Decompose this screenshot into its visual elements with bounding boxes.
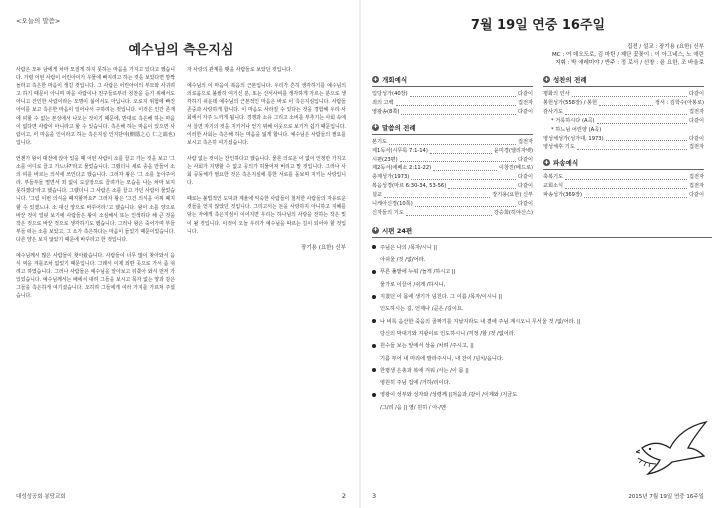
worship-item [372, 138, 533, 147]
psalm-section [372, 226, 704, 414]
dot-leader [410, 96, 516, 97]
dot-leader [565, 114, 687, 115]
worship-item-leader: 다같이 [517, 91, 533, 97]
psalm-line [372, 328, 704, 340]
psalm-heading-text: 시편 24편 [382, 226, 413, 235]
psalm-line [372, 279, 704, 291]
dot-leader [401, 114, 516, 115]
worship-item-title: 입당성가(40장) [372, 91, 408, 97]
psalm-line-text: 인도하시는 길, 언제나 /곧은 /길이요. [380, 306, 464, 313]
psalm-lines [372, 242, 704, 414]
paragraph: 사람은 모두 남에게 차마 모질게 하지 못하는 마음을 가지고 있다고 했습니다. 가령 어떤 사람이 어린아이가 우물에 빠지려고 하는 것을 보았다면 깜짝 놀라고 측은한 마음이 생길 것입니다. 그 사람은 어린아이의 부모와 사귀려고 하기 때문이 아니며 마을 사람이나 친구들로부터 칭찬을 듣기 위해서도 아니고 잔인한 사람이라는 오명이 싫어서도 아닙니다. 오로지 위험에 빠진 아이를 보고 측은한 마음이 일어나서 구하려는 것입니다. 이것은 인간 존재에 피할 수 없는 본성에서 나오는 것이기 때문에, 반대로 측은해 하는 마음이 없다면 사람이 아니라고 할 수 있습니다. 측은해 하는 마음이 있으면 사람이고, 이 마음을 인이라고 하는 측은지심 인지단야(惻隱之心 仁之端也)입니다. [16, 67, 175, 146]
cross-icon: ✚ [373, 124, 378, 131]
cross-icon: ✚ [373, 76, 378, 83]
dot-leader [433, 170, 497, 171]
worship-item [543, 126, 704, 135]
bullet-icon [372, 270, 376, 274]
worship-item-title: * 하느님 어린양 (A곡) [551, 126, 602, 133]
psalm-line [372, 402, 704, 414]
paragraph: 때로는 불법적인 도덕과 계율에 익숙한 사람들이 철저한 사람들의 자유로운 것들을 얻지 않았던 것입니다. 그리고서는 돈을 사랑하지 아니하고 지혜를 닦는 자에게 측은지심이 이어지면 우리는 하나님의 사랑을 전하는 작은 빛이 될 것입니다. 이것이 오늘 우리가 예수님을 따르는 길이 되어야 할 것입니다. [187, 196, 346, 235]
page-number: 3 [372, 492, 377, 500]
worship-item-title: 제1독서(시무룩 7:1-14) [372, 147, 428, 154]
dot-leader [430, 153, 492, 154]
service-credits [372, 43, 704, 67]
psalm-line-text: 영광이 성부와 성자와 /성령께 ||처음과 /같이 /이제와 /지금도 [380, 392, 518, 399]
psalm-line-text: 물가로 이끌어 /쉬게 /하시니, [380, 281, 446, 288]
dot-leader [565, 188, 687, 189]
worship-item-leader: 집전자 [688, 144, 704, 151]
worship-item [372, 182, 533, 191]
worship-item-title: 복음성경(마르 6:30-34, 53-56) [372, 183, 447, 190]
paragraph: 예수님의 이 마음이 복음의 근본입니다. 우리가 흔히 생각하기를 예수님의 의로움으로 불쌍히 여기신 분, 또는 신서사비를 생각하게 가르는 분으로 생각하기 쉬운데 예수님의 근본적인 마음은 바로 이 측은지심입니다. 사람들 존중과 사랑하게 합니다. 이 마음도 사라질 수 있다는 것을 경험해 우리 사회에서 자주 느끼게 됩니다. 경쟁과 소유 그리고 소비를 부추기는 사회 속에서 살면 자기의 것을 지키거나 얻기 위해 이웃으로 보기가 쉽기 때문입니다. 이러한 사회는 측은해 하는 마음을 잃게 합니다. 예수님은 사람들의 필요를 보시고 측은히 여기셨습니다. [187, 83, 346, 146]
worship-item-leader: 다같이 [688, 192, 704, 199]
psalm-line [372, 365, 704, 377]
worship-item-leader: 집전자 [517, 138, 533, 145]
worship-item [543, 191, 704, 200]
worship-item-leader: 윤미경(엘리자벳) [493, 147, 533, 154]
bullet-icon [372, 319, 376, 323]
worship-item [372, 200, 533, 209]
worship-item [372, 99, 533, 108]
psalm-line [372, 353, 704, 365]
dot-leader [597, 123, 687, 124]
dot-leader [389, 144, 516, 145]
sermon-title: 예수님의 측은지심 [128, 43, 234, 58]
bullet-icon [372, 393, 376, 397]
paragraph: 언젠가 왕이 대전에 앉아 있을 때 어떤 사람이 소를 끌고 가는 것을 보고 '그 소를 어디로 끌고 가느냐?'라고 물었습니다. 그랬더니 새로 종을 만들어 소의 피를 바르는 의식에 쓰인다고 했습니다. 그러자 왕은 '그 소를 놓아주어라. 부들부들 떨면서 죄 없이 도살장으로 끌려가는 모습을 나는 차마 보지 못하겠다'라고 했습니다. 그랬더니 그 사람은 소를 끌고 가던 사람이 물었습니다. '그럼 이번 의식을 폐지할까요?' 그러자 왕은 '그건 의식을 어찌 폐지할 수 있겠느냐. 소 대신 양으로 바꾸어라.'고 했습니다. 왕이 소를 양으로 바꾼 것이 얼핏 보기에 사람들은 왕이 소심해서 또는 인색하다 해 큰 것을 작은 것으로 바꾼 것으로 생각하기도 했습니다. 그러나 왕은 죽어가며 부들부들 떠는 소를 보았고, 그 소가 측은하다는 마음이 들었기 때문이었습니다. 다른 양은 보지 않았기 때문에 바꾸라고 한 것입니다. [16, 155, 175, 243]
dot-leader [406, 215, 492, 216]
left-page [0, 0, 358, 508]
worship-item [372, 156, 533, 165]
worship-item-title: 제2독서(에베소 2:11-22) [372, 165, 432, 172]
worship-item [543, 173, 704, 182]
worship-item-leader: 집전자 [517, 99, 533, 106]
worship-item-title: 감사기도 [543, 108, 564, 115]
worship-item-title: 평화의 인사 [543, 91, 570, 97]
worship-item [543, 135, 704, 144]
worship-item [543, 182, 704, 191]
bullet-icon [372, 344, 376, 348]
worship-item-leader: 다같이 [688, 135, 704, 142]
worship-item [372, 164, 533, 173]
footer-church: 대성성공회 봉당교회 [16, 494, 66, 500]
bullet-icon [372, 295, 376, 299]
psalm-line-text: 푸른 풀밭에 누워 /놀게 /하시고 || [380, 269, 456, 276]
footer-date: 2015년 7월 19일 연중 16주일 [628, 494, 704, 500]
credit-line: MC : 여 데오도로, 김 마틴 / 제단 꽃꽂이 : 이 아그네스, 노 애린 [552, 52, 704, 58]
psalm-line [372, 242, 704, 254]
dot-leader [577, 149, 687, 150]
dot-leader [400, 161, 516, 162]
psalm-line [372, 291, 704, 303]
credit-line: 집전 / 설교 : 장기용 (요한) 신부 [627, 44, 704, 50]
worship-item-leader: 다같이 [517, 183, 533, 190]
worship-item-leader: 다같이 [517, 201, 533, 208]
worship-item-leader: 이창진(베드로) [498, 165, 533, 172]
psalm-line-text: 원수들 보는 앞에서 상을 /차려 /주시고, || [380, 343, 474, 350]
bullet-icon [372, 245, 376, 249]
dove-icon [636, 418, 710, 480]
psalm-line-text: 아쉬울 /것 /없/어라. [380, 257, 426, 264]
paragraph: 자 사랑의 관계를 맺을 사람들로 보았던 것입니다. [187, 67, 293, 73]
psalm-heading [372, 226, 712, 238]
worship-item-title: 신자들의 기도 [372, 209, 404, 216]
worship-item [543, 108, 704, 117]
worship-item-leader: 다같이 [517, 108, 533, 115]
psalm-line [372, 254, 704, 266]
psalm-line [372, 377, 704, 389]
worship-item [372, 191, 533, 200]
worship-item-title: 니케아신경(10쪽) [372, 201, 413, 208]
paragraph: 예수님께서 많은 사람들이 찾아왔습니다. 사람들이 너무 많이 찾아와서 음식 먹을 겨를조차 없었기 때문입니다. 그래서 이제 외딴 곳으로 가서 좀 쉬려고 하였습니다. 그러나 사람들은 예수님을 알아보고 뒤쫓아 와서 먼저 가 있었습니다. 예수님께서는 배에서 내려 그들을 보시고 목자 없는 양과 같은 그들을 측은하게 여기셨습니다. 오히려 그들에게 여러 가지를 가르쳐 주셨습니다. [16, 252, 175, 300]
psalm-line-text: 영원히 주님 집에 /거하/리이다. [380, 380, 451, 387]
page-fold-divider [359, 0, 361, 508]
worship-item-leader: 집전자 [688, 183, 704, 190]
worship-item [543, 90, 704, 99]
sermon-column-2 [187, 66, 346, 309]
worship-item [372, 209, 533, 218]
dot-leader [396, 105, 516, 106]
section-heading-text: 말씀의 전례 [382, 123, 416, 132]
psalm-line-text: 지쳤던 이 몸에 생기가 넘친다. 그 이름 /목자/이시니 || [380, 294, 503, 301]
credit-line: 지휘 : 박 에레미야 / 반주 : 정 로사 / 선창 : 윤 요한, 조 바울로 [555, 60, 704, 66]
worship-item-title: 죄의 고백 [372, 99, 394, 106]
psalm-line-text: /그/리 /음 || 영/ 원히 / 아-/멘 [380, 404, 446, 411]
dot-leader [448, 188, 516, 189]
worship-item-title: 교회소식 [543, 183, 564, 190]
cross-icon: ✚ [373, 227, 378, 234]
right-page [362, 0, 720, 508]
section-heading-text: 파송예식 [553, 159, 579, 168]
dot-leader [606, 140, 687, 141]
worship-item [372, 147, 533, 156]
worship-item-leader: 집전자 [688, 174, 704, 181]
worship-item [543, 117, 704, 126]
worship-item [543, 99, 704, 108]
worship-item [372, 173, 533, 182]
dot-leader [415, 206, 516, 207]
worship-item-title: 본기도 [372, 138, 388, 145]
order-of-worship-right [543, 75, 704, 218]
worship-item-title: * 거룩하시다 (A곡) [551, 117, 595, 124]
sermon-column-1 [16, 66, 175, 309]
cross-icon: ✚ [544, 76, 549, 83]
worship-item-leader: 정서 : 김학수(아봉로) [654, 99, 704, 106]
sermon-author: 장기용 (요한) 신부 [301, 244, 346, 251]
cross-icon: ✚ [544, 159, 549, 166]
paragraph: 사람 없는 것이는 잔인하다고 했습니다. 물론 의로운 이 없이 인정만 가지고는 사회가 지탱할 수 없고 공의가 허물어져 버리고 말 것입니다. 그러나 사회 공동체가 필요한 것은 측은지심에 통한 서로를 돌보며 지키는 사랑입니다. [187, 155, 346, 187]
section-heading [372, 123, 533, 135]
worship-item-title: 영성체성가(성가대, 1973) [543, 135, 604, 142]
dot-leader [565, 179, 687, 180]
psalm-line-text: 주님은 나의 /목자/시니 || [380, 244, 438, 251]
worship-item [543, 143, 704, 152]
psalm-line-text: 한평생 은총과 복에 겨워 /사는 /이 몸 || [380, 367, 469, 374]
worship-item-leader: 강승희(히야신스) [493, 209, 533, 216]
worship-item-leader: 다같이 [517, 156, 533, 163]
psalm-line [372, 303, 704, 315]
worship-item-title: 축복기도 [543, 174, 564, 181]
dot-leader [411, 179, 516, 180]
worship-item-title: 파송성가(369장) [543, 192, 583, 199]
psalm-line-text: 당신의 막대기와 지팡이로 인도하시니 /걱정 /할 /것 /없어라. [380, 330, 516, 337]
dot-leader [572, 96, 687, 97]
page-number: 2 [341, 492, 346, 500]
section-heading-text: 성찬의 전례 [553, 76, 587, 84]
psalm-line [372, 316, 704, 328]
section-heading [543, 158, 704, 170]
section-heading-text: 개회예식 [382, 76, 408, 84]
worship-item-leader: 장기용(요한) 신부 [492, 192, 533, 199]
order-of-worship-left [372, 75, 533, 218]
worship-item-title: 시편(23편) [372, 156, 398, 163]
worship-item-leader: 집전자 [688, 108, 704, 115]
worship-item-title: 봉헌성가(558장) / 봉헌 [543, 99, 598, 106]
psalm-line [372, 340, 704, 352]
worship-item [372, 108, 533, 117]
dot-leader [599, 105, 653, 106]
worship-item-title: 영광송(8쪽) [372, 108, 400, 115]
worship-item-leader: 다같이 [517, 174, 533, 181]
section-heading [372, 75, 533, 87]
psalm-line-text: 나 비록 음산한 죽음의 골짜기를 지날지라도 내 곁에 주님 계시오니 무서울 것 /없/어라. || [380, 318, 581, 325]
psalm-line [372, 266, 704, 278]
worship-item-leader: 다같이 [688, 117, 704, 124]
worship-item [372, 90, 533, 99]
section-heading [543, 75, 704, 87]
dot-leader [584, 197, 687, 198]
worship-item-leader: 다같이 [688, 91, 704, 97]
section-label: <오늘의 말씀> [16, 17, 61, 25]
worship-item-title: 영성체후 기도 [543, 144, 575, 151]
dot-leader [384, 197, 490, 198]
worship-item-title: 설교 [372, 192, 383, 199]
worship-item-title: 층계성가(1973) [372, 174, 410, 181]
service-title: 7월 19일 연중 16주일 [470, 18, 606, 33]
bullet-icon [372, 368, 376, 372]
psalm-line-text: 기름 부어 내 머리에 발라주시니, 내 잔이 /넘치/옵니다. [380, 355, 504, 362]
psalm-line [372, 389, 704, 401]
